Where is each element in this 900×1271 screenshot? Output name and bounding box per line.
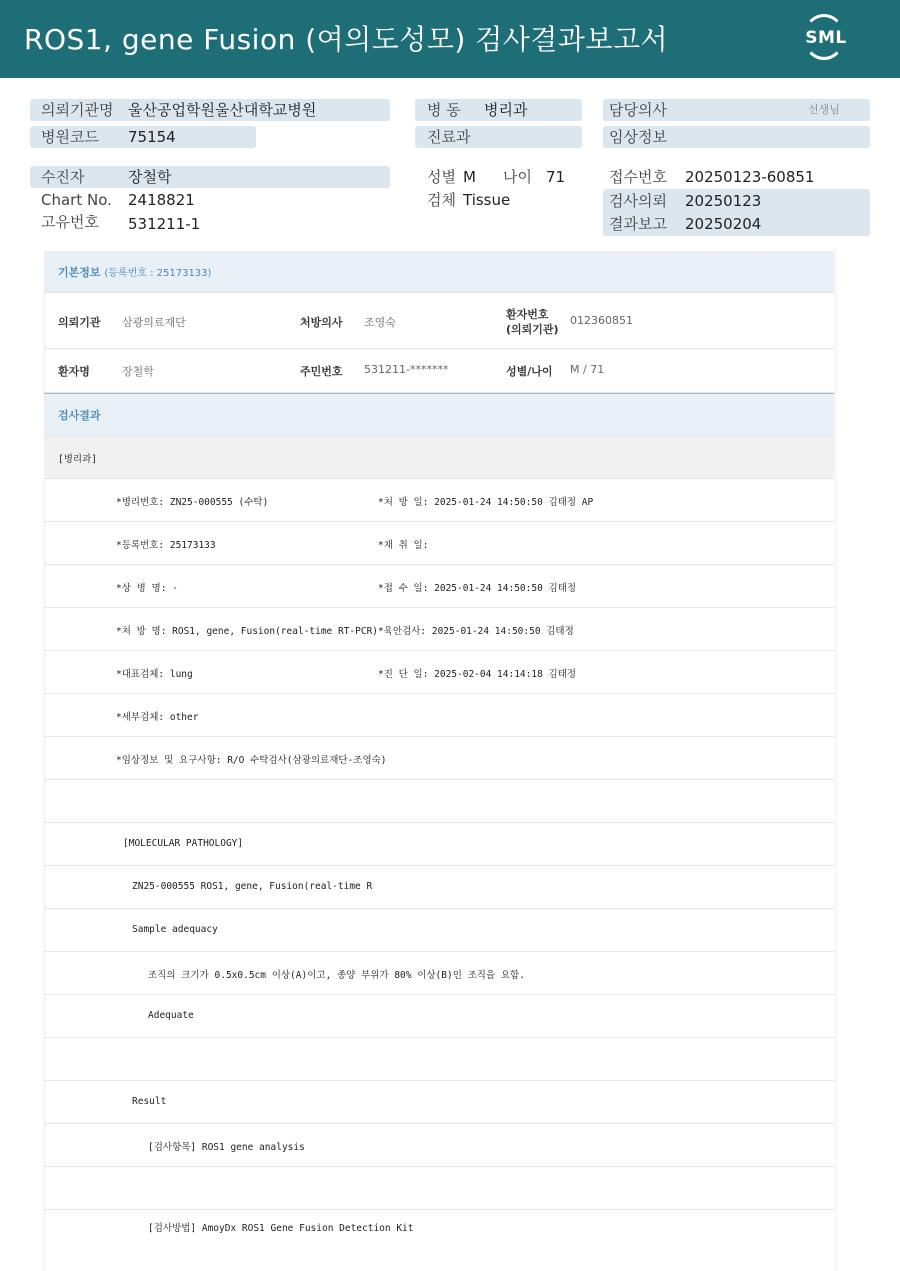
logo-text: SML xyxy=(805,28,847,48)
gross-exam-line: *육안검사: 2025-01-24 14:50:50 김태정 xyxy=(378,626,574,637)
receipt-no-value: 20250123-60851 xyxy=(685,168,815,186)
specimen-value: Tissue xyxy=(463,191,511,209)
result-row xyxy=(44,866,834,909)
org-value: 삼광의료재단 xyxy=(122,316,186,329)
specimen-label: 검체 xyxy=(427,191,456,209)
report-title: ROS1, gene Fusion (여의도성모) 검사결과보고서 xyxy=(24,23,669,56)
org-label: 의뢰기관 xyxy=(58,316,101,329)
age-label: 나이 xyxy=(503,168,532,186)
result-heading: Result xyxy=(132,1096,167,1107)
result-row xyxy=(44,909,834,952)
result-row-empty xyxy=(44,1167,834,1210)
prescription-date-line: *처 방 일: 2025-01-24 14:50:50 김태정 AP xyxy=(378,497,594,508)
sex-label: 성별 xyxy=(427,168,456,186)
adequacy-result-line: Adequate xyxy=(148,1010,194,1021)
basic-info-row-1 xyxy=(44,293,834,349)
patient-label: 수진자 xyxy=(41,168,85,186)
ward-value: 병리과 xyxy=(484,101,528,119)
receipt-no-label: 접수번호 xyxy=(609,168,667,186)
prescription-name-line: *처 방 명: ROS1, gene, Fusion(real-time RT-PCR) xyxy=(116,626,379,637)
result-row xyxy=(44,737,834,780)
registration-no-line: *등록번호: 25173133 xyxy=(116,540,216,551)
collection-date-line: *채 취 일: xyxy=(378,540,429,551)
pid-value: 012360851 xyxy=(570,314,633,327)
results-header xyxy=(44,393,834,436)
result-row xyxy=(44,565,834,608)
case-test-line: ZN25-000555 ROS1, gene, Fusion(real-time R xyxy=(132,881,373,892)
pid-label-line2: (의뢰기관) xyxy=(506,323,559,336)
result-row xyxy=(44,1124,834,1167)
rrn-label: 주민번호 xyxy=(300,365,343,378)
pid-label-line1: 환자번호 xyxy=(506,308,549,321)
basic-info-header xyxy=(44,251,834,293)
result-row xyxy=(44,608,834,651)
requesting-org-value: 울산공업학원울산대학교병원 xyxy=(128,101,317,119)
prescriber-value: 조영숙 xyxy=(364,316,396,329)
diagnosis-date-line: *진 단 일: 2025-02-04 14:14:18 김태정 xyxy=(378,669,577,680)
dept-label: 진료과 xyxy=(427,128,471,146)
clinical-request-line: *임상정보 및 요구사항: R/O 수탁검사(삼광의료재단-조영숙) xyxy=(116,755,387,766)
main-specimen-line: *대표검체: lung xyxy=(116,669,193,680)
receipt-date-line: *접 수 일: 2025-01-24 14:50:50 김태정 xyxy=(378,583,577,594)
report-header xyxy=(0,0,900,78)
result-row xyxy=(44,1081,834,1124)
adequacy-criteria-line: 조직의 크기가 0.5x0.5cm 이상(A)이고, 종양 부위가 80% 이상(B)인 조직을 요함. xyxy=(148,970,525,981)
unique-no-value: 531211-1 xyxy=(128,215,201,233)
result-row xyxy=(44,1210,834,1253)
hospital-code-label: 병원코드 xyxy=(41,128,99,146)
test-method-line: [검사방법] AmoyDx ROS1 Gene Fusion Detection Kit xyxy=(148,1223,414,1234)
chart-no-value: 2418821 xyxy=(128,191,195,209)
pathology-no-line: *병리번호: ZN25-000555 (수탁) xyxy=(116,497,269,508)
sexage-label: 성별/나이 xyxy=(506,365,553,378)
result-row-empty xyxy=(44,780,834,823)
clinical-info-label: 임상정보 xyxy=(609,128,667,146)
basic-info-reg-no: (등록번호 : 25173133) xyxy=(104,268,212,279)
chart-no-label: Chart No. xyxy=(41,191,112,209)
disease-name-line: *상 병 명: - xyxy=(116,583,178,594)
name-value: 장철학 xyxy=(122,365,154,378)
molecular-pathology-heading: [MOLECULAR PATHOLOGY] xyxy=(123,838,244,849)
hospital-code-value: 75154 xyxy=(128,128,176,146)
result-row xyxy=(44,952,834,995)
result-row xyxy=(44,479,834,522)
sexage-value: M / 71 xyxy=(570,363,605,376)
prescriber-label: 처방의사 xyxy=(300,316,343,329)
basic-info-title xyxy=(58,264,211,280)
request-date-label: 검사의뢰 xyxy=(609,192,667,210)
ward-label: 병 동 xyxy=(427,101,461,119)
report-date-label: 결과보고 xyxy=(609,215,667,233)
result-row xyxy=(44,651,834,694)
age-value: 71 xyxy=(546,168,566,186)
result-row xyxy=(44,522,834,565)
result-row xyxy=(44,694,834,737)
results-title: 검사결과 xyxy=(58,409,101,422)
sample-adequacy-heading: Sample adequacy xyxy=(132,924,218,935)
results-dept-row xyxy=(44,436,834,479)
request-date-value: 20250123 xyxy=(685,192,762,210)
test-item-line: [검사항목] ROS1 gene analysis xyxy=(148,1142,305,1153)
doctor-suffix: 선생님 xyxy=(808,103,840,116)
doctor-label: 담당의사 xyxy=(609,101,667,119)
rrn-value: 531211-******* xyxy=(364,363,449,376)
sml-logo xyxy=(800,14,852,64)
result-row-empty xyxy=(44,1038,834,1081)
unique-no-label: 고유번호 xyxy=(41,213,99,231)
sex-value: M xyxy=(463,168,476,186)
report-date-value: 20250204 xyxy=(685,215,762,233)
patient-value: 장철학 xyxy=(128,168,172,186)
requesting-org-label: 의뢰기관명 xyxy=(41,101,114,119)
basic-info-row-2 xyxy=(44,349,834,393)
sub-specimen-line: *세부검체: other xyxy=(116,712,199,723)
result-row xyxy=(44,823,834,866)
result-row xyxy=(44,995,834,1038)
results-dept: [병리과] xyxy=(58,454,97,465)
name-label: 환자명 xyxy=(58,365,90,378)
basic-info-title-text: 기본정보 xyxy=(58,266,101,279)
